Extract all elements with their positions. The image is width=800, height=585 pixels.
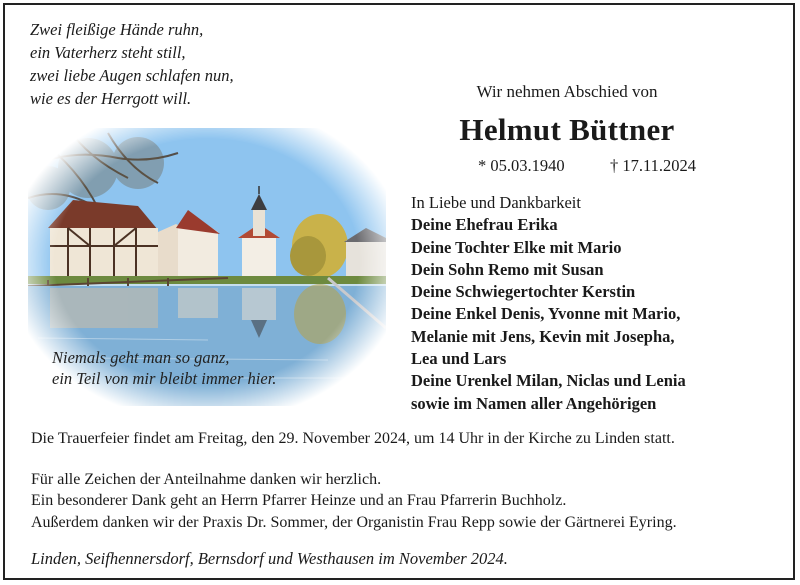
mourner-line: Deine Ehefrau Erika xyxy=(411,215,558,235)
thanks-line: Ein besonderer Dank geht an Herrn Pfarrer Heinze und an Frau Pfarrerin Buchholz. xyxy=(31,492,567,510)
photo-caption xyxy=(52,347,276,389)
mourners-lead: In Liebe und Dankbarkeit xyxy=(411,193,581,212)
caption-line: Niemals geht man so ganz, xyxy=(52,348,230,367)
life-dates xyxy=(478,156,696,176)
death-date: † 17.11.2024 xyxy=(610,156,697,175)
mourner-line: Lea und Lars xyxy=(411,349,507,369)
poem-line: zwei liebe Augen schlafen nun, xyxy=(30,66,234,85)
thanks-line: Für alle Zeichen der Anteilnahme danken wir herzlich. xyxy=(31,471,382,488)
birth-date: * 05.03.1940 xyxy=(478,156,565,175)
mourner-line: sowie im Namen aller Angehörigen xyxy=(411,393,657,413)
poem-line: ein Vaterherz steht still, xyxy=(30,43,186,62)
thanks-section xyxy=(31,469,677,533)
farewell-intro: Wir nehmen Abschied von xyxy=(476,82,658,101)
mourner-line: Deine Schwiegertochter Kerstin xyxy=(411,282,636,302)
place-date-footer: Linden, Seifhennersdorf, Bernsdorf und Westhausen im November 2024. xyxy=(31,549,508,568)
mourner-line: Deine Enkel Denis, Yvonne mit Mario, xyxy=(411,304,681,324)
funeral-announcement: Die Trauerfeier findet am Freitag, den 29. November 2024, um 14 Uhr in der Kirche zu Linden statt. xyxy=(31,430,675,447)
mourner-line: Deine Urenkel Milan, Niclas und Lenia xyxy=(411,371,686,391)
mourner-line: Melanie mit Jens, Kevin mit Josepha, xyxy=(411,326,675,346)
thanks-line: Außerdem danken wir der Praxis Dr. Sommer, der Organistin Frau Repp sowie der Gärtnerei Eyring. xyxy=(31,513,677,531)
mourner-line: Dein Sohn Remo mit Susan xyxy=(411,259,604,279)
caption-line: ein Teil von mir bleibt immer hier. xyxy=(52,369,277,388)
deceased-name: Helmut Büttner xyxy=(459,112,675,147)
mourner-line: Deine Tochter Elke mit Mario xyxy=(411,237,622,257)
poem-line: wie es der Herrgott will. xyxy=(30,89,192,108)
poem-line: Zwei fleißige Hände ruhn, xyxy=(30,20,204,39)
memorial-poem xyxy=(30,18,234,110)
mourners-list xyxy=(411,192,686,415)
